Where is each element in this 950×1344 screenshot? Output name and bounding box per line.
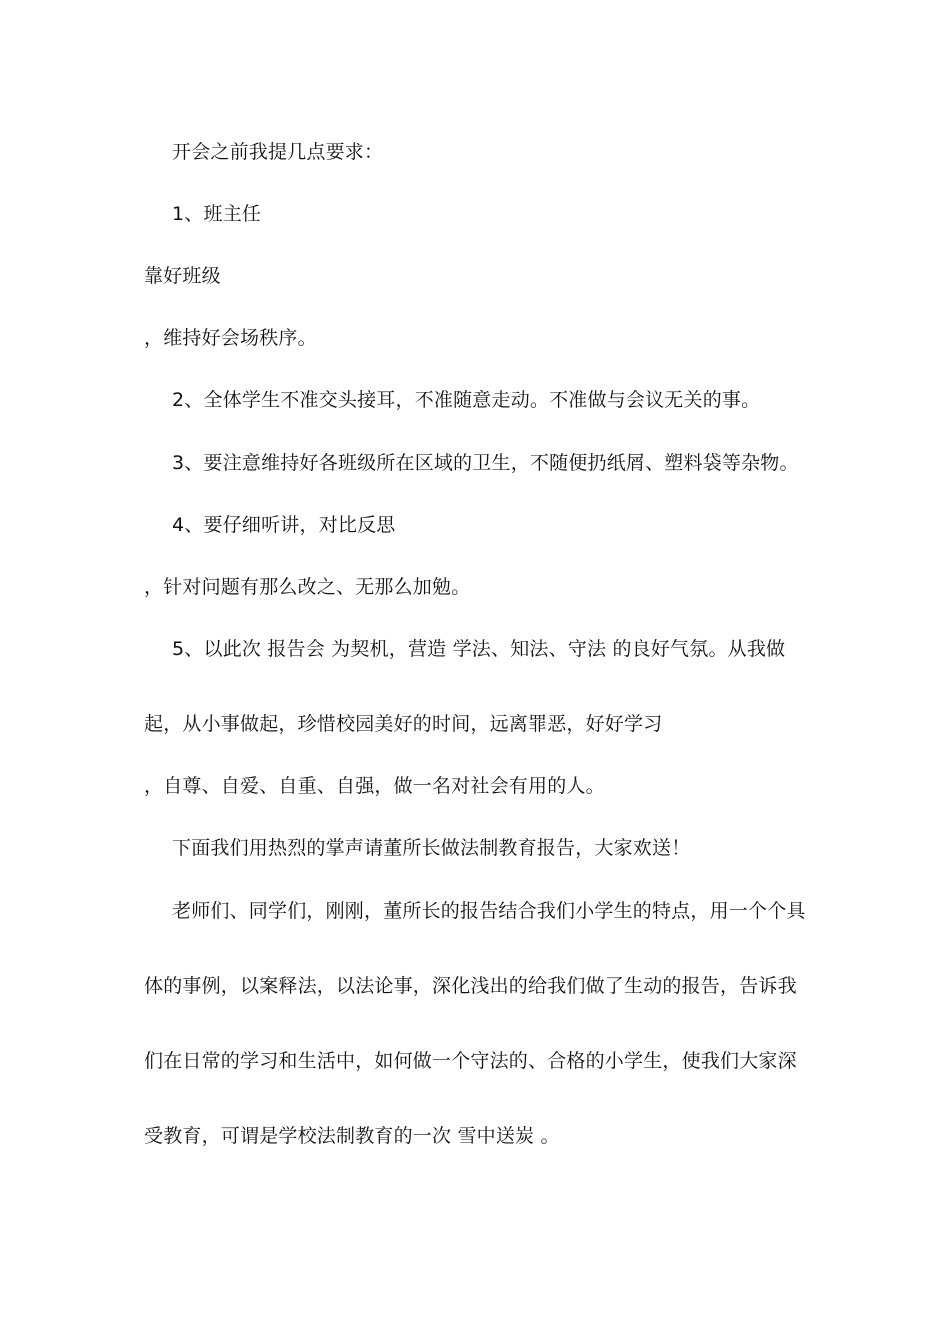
text-line: 下面我们用热烈的掌声请董所长做法制教育报告，大家欢送！	[172, 837, 691, 859]
text-line: 老师们、同学们，刚刚，董所长的报告结合我们小学生的特点，用一个个具	[172, 900, 806, 922]
text-line: 受教育，可谓是学校法制教育的一次 雪中送炭 。	[144, 1125, 560, 1147]
text-line: 1、班主任	[172, 203, 262, 225]
text-line: 体的事例，以案释法，以法论事，深化浅出的给我们做了生动的报告，告诉我	[144, 975, 797, 997]
text-line: 靠好班级	[144, 265, 221, 287]
text-line: 起，从小事做起，珍惜校园美好的时间，远离罪恶，好好学习	[144, 713, 663, 735]
text-line: 5、以此次 报告会 为契机，营造 学法、知法、守法 的良好气氛。从我做	[172, 638, 786, 660]
text-line: 开会之前我提几点要求：	[172, 141, 384, 163]
text-line: 4、要仔细听讲，对比反思	[172, 514, 396, 536]
text-line: ，针对问题有那么改之、无那么加勉。	[144, 576, 471, 598]
text-line: 3、要注意维持好各班级所在区域的卫生，不随便扔纸屑、塑料袋等杂物。	[172, 452, 799, 474]
text-line: 2、全体学生不准交头接耳，不准随意走动。不准做与会议无关的事。	[172, 389, 761, 411]
text-line: ，自尊、自爱、自重、自强，做一名对社会有用的人。	[144, 775, 605, 797]
text-line: ，维持好会场秩序。	[144, 327, 317, 349]
text-line: 们在日常的学习和生活中，如何做一个守法的、合格的小学生，使我们大家深	[144, 1050, 797, 1072]
